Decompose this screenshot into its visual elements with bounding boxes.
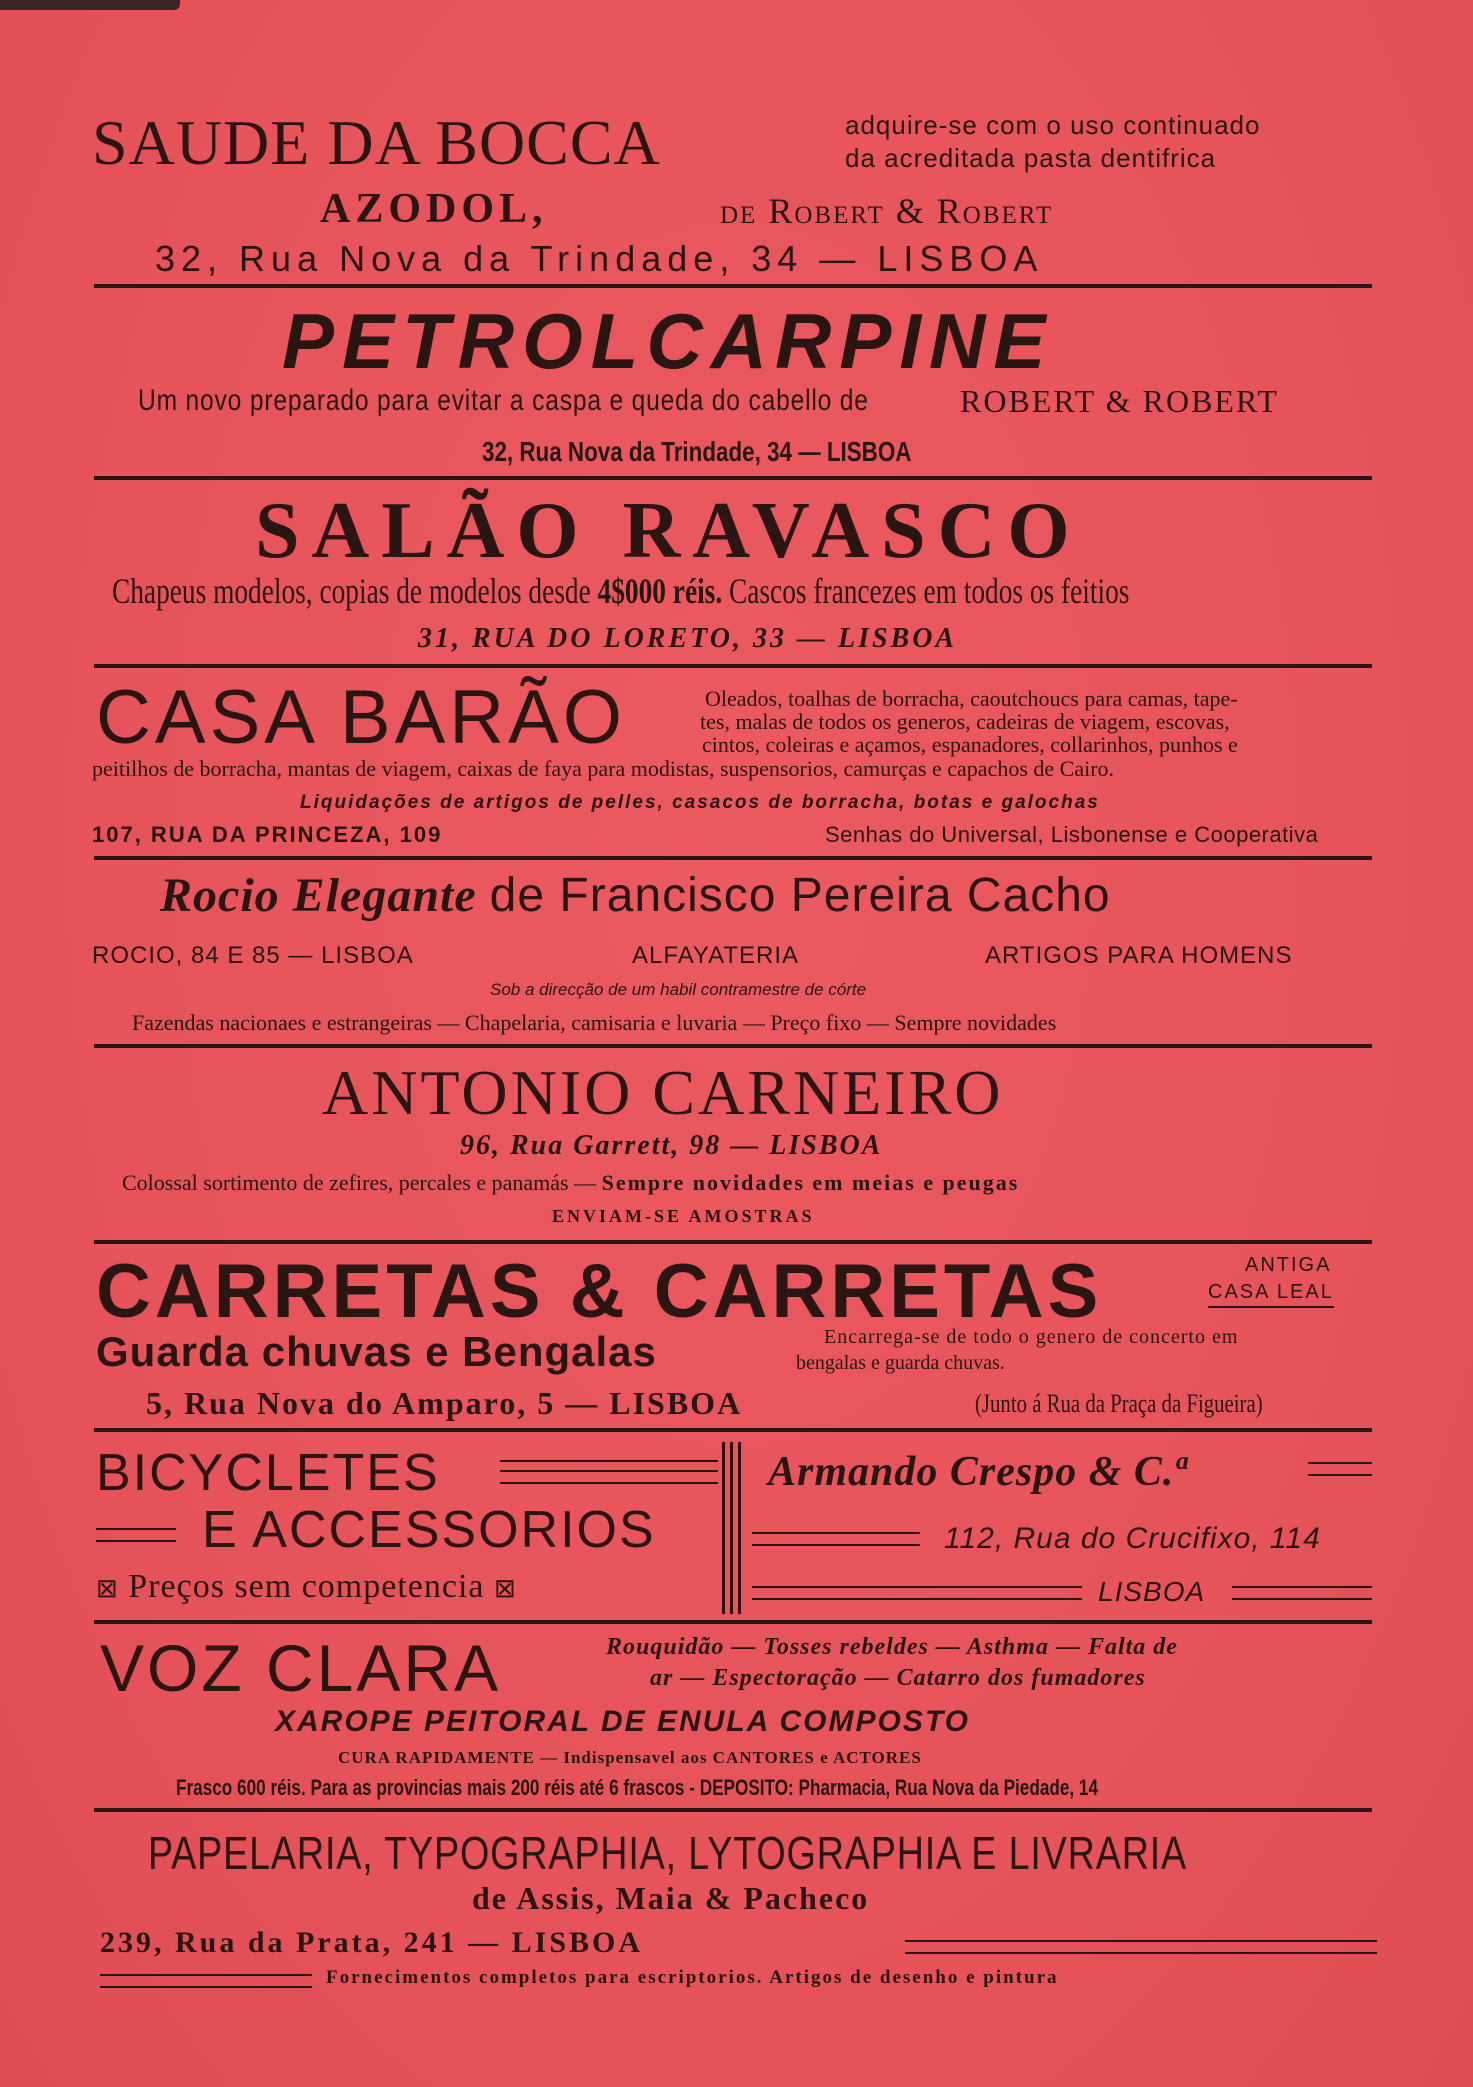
rocio-direction: Sob a direcção de um habil contramestre de córte (490, 980, 867, 999)
saude-headline: SAUDE DA BOCCA (92, 107, 661, 178)
bicycles-city: LISBOA (1098, 1576, 1206, 1607)
divider-4 (94, 856, 1372, 860)
barao-address: 107, RUA DA PRINCEZA, 109 (92, 822, 443, 847)
saude-desc-line2: da acreditada pasta dentifrica (845, 143, 1217, 173)
rocio-headline-rest: de Francisco Pereira Cacho (489, 869, 1111, 922)
divider-6 (94, 1240, 1372, 1244)
petrol-maker: ROBERT & ROBERT (960, 383, 1279, 419)
papelaria-firm: de Assis, Maia & Pacheco (472, 1880, 870, 1916)
barao-desc-line4: peitilhos de borracha, mantas de viagem, caixas de faya para modistas, suspensorios, camurças e capachos de Cairo. (92, 756, 1115, 781)
rocio-stock: Fazendas nacionaes e estrangeiras — Chapelaria, camisaria e luvaria — Preço fixo — Sempre novidades (132, 1010, 1057, 1035)
carretas-desc-line2: bengalas e guarda chuvas. (796, 1352, 1005, 1374)
voz-cure: CURA RAPIDAMENTE — Indispensavel aos CANTORES e ACTORES (338, 1748, 922, 1767)
barao-senhas: Senhas do Universal, Lisbonense e Cooperativa (825, 822, 1319, 847)
rocio-headline-script: Rocio Elegante (160, 869, 477, 922)
carretas-badge-line2: CASA LEAL (1208, 1281, 1334, 1308)
bicycles-firm: Armando Crespo & C.ª (768, 1449, 1187, 1495)
city-rule-left (752, 1586, 1082, 1600)
divider-1 (94, 284, 1372, 288)
box-check-icon-right: ⊠ (494, 1574, 517, 1603)
petrol-headline: PETROLCARPINE (282, 297, 1054, 385)
papelaria-supplies: Fornecimentos completos para escriptorios. Artigos de desenho e pintura (326, 1967, 1059, 1988)
barao-desc-line2: tes, malas de todos os generos, cadeiras de viagem, escovas, (700, 709, 1230, 734)
papelaria-rule-left (100, 1974, 312, 1988)
bicycles-line2: E ACCESSORIOS (202, 1501, 656, 1559)
saude-address: 32, Rua Nova da Trindade, 34 — LISBOA (155, 238, 1044, 279)
carretas-desc-line1: Encarrega-se de todo o genero de concerto em (824, 1326, 1239, 1348)
address-rule-left (752, 1532, 920, 1546)
vertical-rule-2 (730, 1442, 733, 1614)
box-check-icon: ⊠ (96, 1574, 119, 1603)
ravasco-desc-start: Chapeus modelos, copias de modelos desde (112, 571, 591, 611)
firm-rule-right (1308, 1462, 1372, 1476)
barao-headline: CASA BARÃO (96, 675, 626, 760)
ravasco-price: 4$000 réis. (597, 571, 723, 611)
divider-8 (94, 1620, 1372, 1624)
carretas-note: (Junto á Rua da Praça da Figueira) (975, 1389, 1263, 1418)
papelaria-rule-right (905, 1940, 1377, 1954)
papelaria-headline: PAPELARIA, TYPOGRAPHIA, LYTOGRAPHIA E LIVRARIA (148, 1827, 1188, 1879)
carretas-badge-line1: ANTIGA (1245, 1254, 1332, 1276)
voz-ailments-line1: Rouquidão — Tosses rebeldes — Asthma — Falta de (606, 1634, 1178, 1660)
carretas-sub: Guarda chuvas e Bengalas (96, 1328, 657, 1375)
saude-product: AZODOL, (320, 186, 548, 232)
voz-product: XAROPE PEITORAL DE ENULA COMPOSTO (275, 1705, 970, 1738)
ravasco-headline: SALÃO RAVASCO (255, 487, 1082, 575)
bicycles-prices-text: Preços sem competencia (128, 1568, 485, 1605)
bicycles-line1: BICYCLETES (96, 1444, 440, 1502)
carneiro-desc-start: Colossal sortimento de zefires, percales e panamás — (122, 1170, 597, 1195)
bicycles-address: 112, Rua do Crucifixo, 114 (944, 1522, 1321, 1555)
barao-desc-line3: cintos, coleiras e açamos, espanadores, collarinhos, punhos e (702, 732, 1238, 757)
vertical-rule-1 (722, 1442, 725, 1614)
saude-desc-line1: adquire-se com o uso continuado (845, 110, 1261, 140)
ravasco-address: 31, RUA DO LORETO, 33 — LISBOA (418, 623, 958, 654)
saude-maker: de Robert & Robert (720, 191, 1054, 231)
corner-tab (0, 0, 180, 10)
divider-9 (94, 1808, 1372, 1812)
carneiro-desc-bold: Sempre novidades em meias e peugas (601, 1170, 1020, 1195)
bicycles-rule-a (500, 1470, 718, 1484)
divider-2 (94, 476, 1372, 480)
divider-5 (94, 1044, 1372, 1048)
barao-desc-line1: Oleados, toalhas de borracha, caoutchoucs para camas, tape- (705, 686, 1238, 711)
city-rule-right (1232, 1586, 1372, 1600)
petrol-address: 32, Rua Nova da Trindade, 34 — LISBOA (482, 436, 912, 467)
rocio-headline (160, 868, 1111, 923)
divider-7 (94, 1428, 1372, 1432)
rocio-goods: ARTIGOS PARA HOMENS (985, 942, 1293, 969)
carretas-headline: CARRETAS & CARRETAS (96, 1249, 1103, 1334)
carneiro-address: 96, Rua Garrett, 98 — LISBOA (460, 1130, 883, 1161)
bicycles-rule-b (500, 1460, 718, 1472)
bicycles-prices (96, 1568, 517, 1606)
carneiro-headline: ANTONIO CARNEIRO (322, 1057, 1004, 1128)
carretas-address: 5, Rua Nova do Amparo, 5 — LISBOA (146, 1385, 743, 1421)
papelaria-address: 239, Rua da Prata, 241 — LISBOA (100, 1926, 644, 1959)
carneiro-samples: ENVIAM-SE AMOSTRAS (552, 1206, 815, 1226)
divider-3 (94, 664, 1372, 668)
rocio-address: ROCIO, 84 E 85 — LISBOA (92, 942, 414, 969)
rocio-category: ALFAYATERIA (632, 942, 800, 969)
barao-liquidation: Liquidações de artigos de pelles, casacos de borracha, botas e galochas (300, 792, 1100, 813)
carneiro-desc (122, 1170, 1019, 1196)
voz-headline: VOZ CLARA (100, 1631, 502, 1705)
ravasco-desc-end: Cascos francezes em todos os feitios (729, 571, 1130, 611)
voz-price: Frasco 600 réis. Para as provincias mais 200 réis até 6 frascos - DEPOSITO: Pharmacia, Rua Nova da Piedade, 14 (176, 1775, 1099, 1800)
vertical-rule-3 (738, 1442, 741, 1614)
bicycles-rule-c (96, 1528, 176, 1542)
voz-ailments-line2: ar — Espectoração — Catarro dos fumadores (650, 1665, 1146, 1691)
petrol-desc: Um novo preparado para evitar a caspa e queda do cabello de (138, 384, 869, 417)
ravasco-desc (112, 570, 1129, 612)
